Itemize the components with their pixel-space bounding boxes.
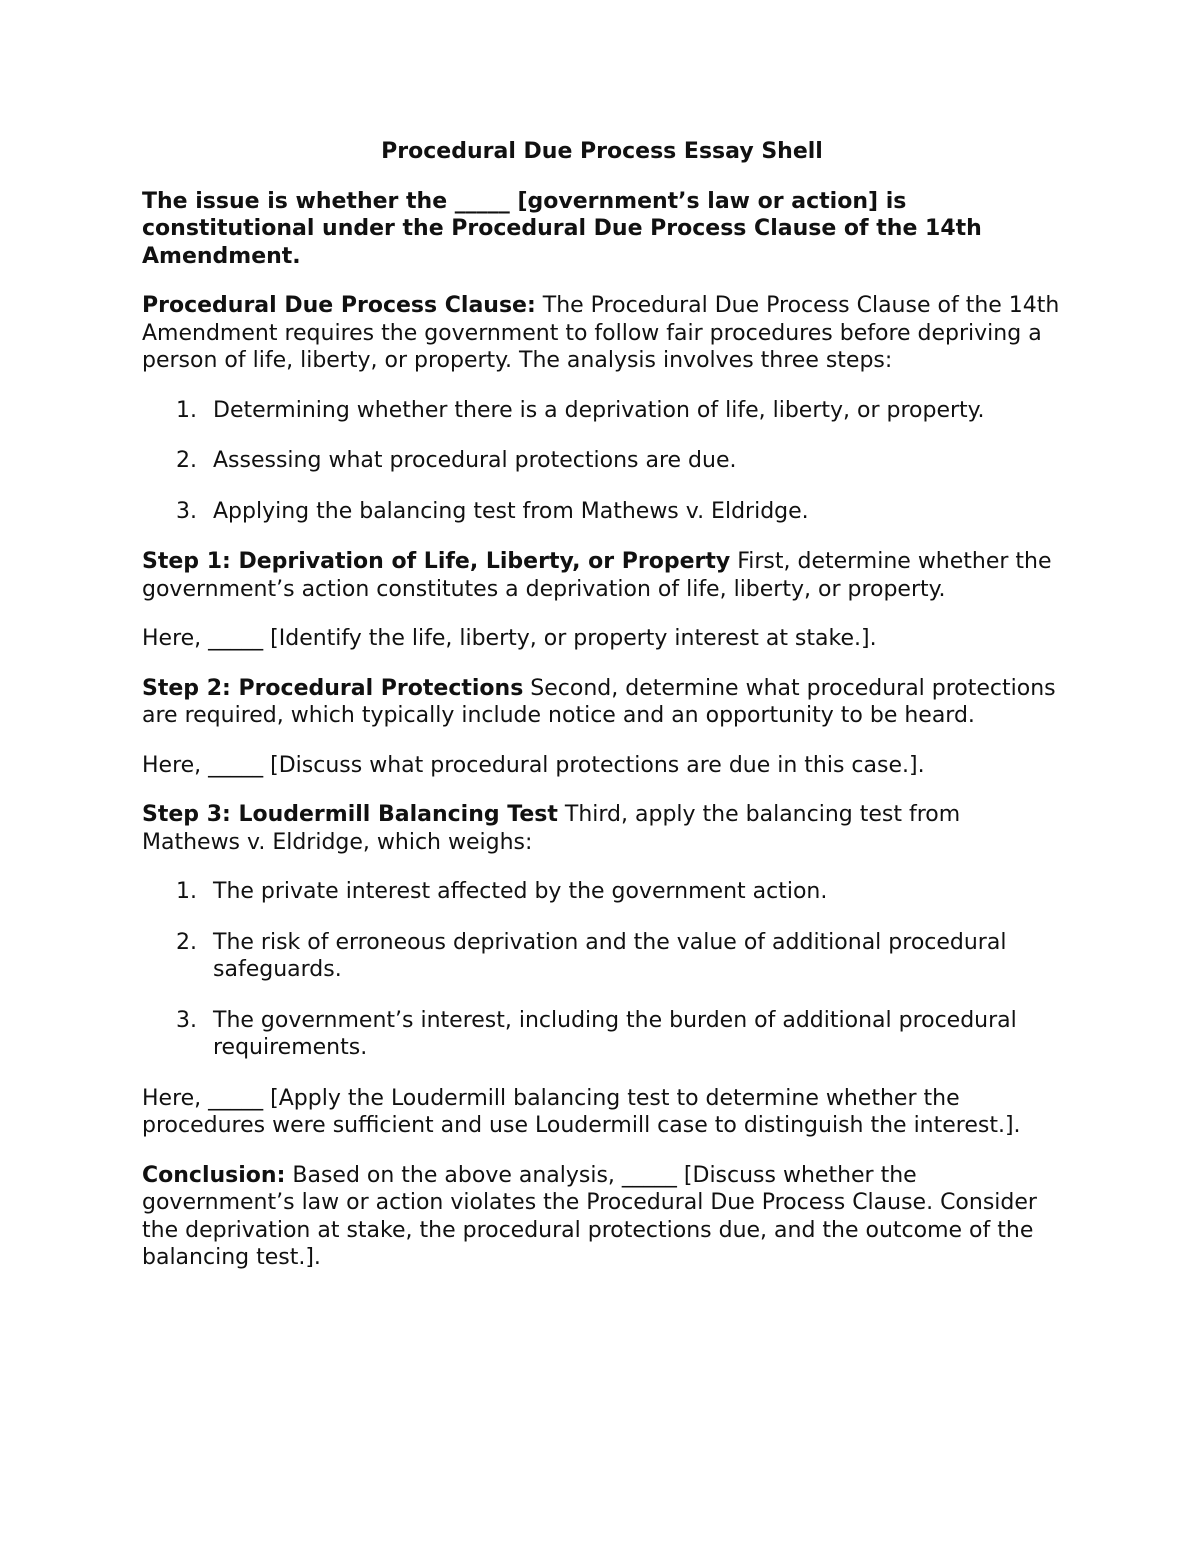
list-item (142, 878, 1062, 906)
balancing-factors-list (142, 878, 1062, 1062)
step1-here: Here, _____ [Identify the life, liberty, or property interest at stake.]. (142, 626, 877, 651)
issue-statement: The issue is whether the _____ [government’s law or action] is constitutional under the Procedural Due Process Clause of the 14th Amendment. (142, 188, 982, 269)
conclusion-text: Based on the above analysis, _____ [Discuss whether the government’s law or action violates the Procedural Due Process Clause. Consider the deprivation at stake, the procedural protections due, and the outcome of the balancing test.]. (142, 1162, 1037, 1270)
list-item (142, 447, 1062, 475)
step1-paragraph (142, 548, 1062, 603)
clause-heading: Procedural Due Process Clause: (142, 293, 536, 318)
list-item (142, 929, 1062, 984)
list-number: 1. (176, 397, 197, 423)
list-item (142, 1007, 1062, 1062)
list-number: 1. (176, 879, 197, 904)
document-title: Procedural Due Process Essay Shell (381, 139, 823, 164)
list-text: The government’s interest, including the burden of additional procedural requirements. (213, 1007, 1017, 1060)
step2-paragraph (142, 675, 1062, 730)
list-number: 2. (176, 929, 197, 955)
step2-text: Second, determine what procedural protections are required, which typically include notice and an opportunity to be heard. (142, 675, 1056, 728)
clause-paragraph (142, 292, 1062, 375)
list-item (142, 397, 1062, 425)
step3-heading: Step 3: Loudermill Balancing Test (142, 802, 558, 827)
conclusion-paragraph (142, 1162, 1062, 1272)
step3-paragraph (142, 801, 1062, 856)
analysis-steps-list (142, 397, 1062, 526)
clause-text: The Procedural Due Process Clause of the 14th Amendment requires the government to follow fair procedures before depriving a person of life, liberty, or property. The analysis involves three steps: (142, 293, 1060, 373)
list-text: Applying the balancing test from Mathews v. Eldridge. (213, 498, 809, 524)
step1-heading: Step 1: Deprivation of Life, Liberty, or Property (142, 549, 731, 574)
list-text: Determining whether there is a deprivation of life, liberty, or property. (213, 397, 985, 423)
step2-heading: Step 2: Procedural Protections (142, 675, 524, 701)
conclusion-heading: Conclusion: (142, 1162, 286, 1188)
step2-here: Here, _____ [Discuss what procedural protections are due in this case.]. (142, 752, 925, 778)
list-text: The private interest affected by the government action. (213, 879, 828, 904)
list-number: 3. (176, 1007, 197, 1033)
list-number: 3. (176, 498, 197, 524)
document-page (142, 138, 1062, 1294)
list-number: 2. (176, 448, 197, 473)
step3-here: Here, _____ [Apply the Loudermill balancing test to determine whether the procedures were sufficient and use Loudermill case to distinguish the interest.]. (142, 1085, 1021, 1138)
list-text: Assessing what procedural protections are due. (213, 448, 737, 473)
list-text: The risk of erroneous deprivation and the value of additional procedural safeguards. (213, 929, 1007, 982)
list-item (142, 498, 1062, 526)
step3-text: Third, apply the balancing test from Mathews v. Eldridge, which weighs: (142, 802, 961, 855)
step1-text: First, determine whether the government’s action constitutes a deprivation of life, liberty, or property. (142, 549, 1052, 602)
